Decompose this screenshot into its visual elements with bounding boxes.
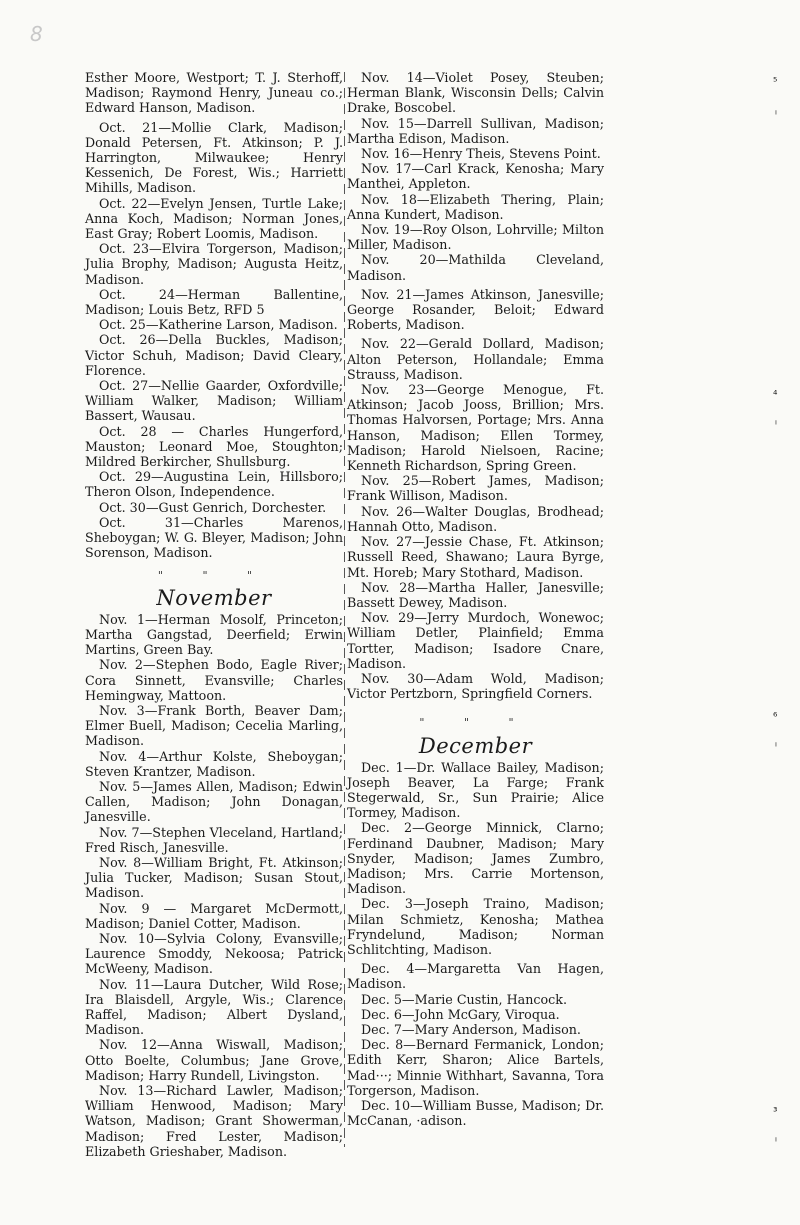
list-item: Nov. 14—Violet Posey, Steuben; Herman Blank, Wisconsin Dells; Calvin Drake, Boscobel. <box>347 70 604 116</box>
list-item: Dec. 8—Bernard Fermanick, London; Edith Kerr, Sharon; Alice Bartels, Mad···; Minnie Withhart, Savanna, Tora Torgerson, Madison. <box>347 1037 604 1098</box>
list-item: Nov. 15—Darrell Sullivan, Madison; Martha Edison, Madison. <box>347 115 604 146</box>
edge-mark: ³ <box>773 1105 778 1118</box>
list-item: Nov. 23—George Menogue, Ft. Atkinson; Jacob Jooss, Brillion; Mrs. Thomas Halvorsen, Portage; Mrs. Anna Hanson, Madison; Ellen Tormey, Madison; Harold Nielsoen, Racine; Kenneth Richardson, Spring Green. <box>347 382 604 474</box>
list-item: Oct. 21—Mollie Clark, Madison; Donald Petersen, Ft. Atkinson; P. J. Harrington, Milwaukee; Henry Kessenich, De Forest, Wis.; Harriett Mihills, Madison. <box>85 119 343 196</box>
list-item: Nov. 25—Robert James, Madison; Frank Willison, Madison. <box>347 473 604 504</box>
list-item: Oct. 28 — Charles Hungerford, Mauston; Leonard Moe, Stoughton; Mildred Berkircher, Shullsburg. <box>85 423 343 470</box>
list-item: Nov. 5—James Allen, Madison; Edwin Callen, Madison; John Donagan, Janesville. <box>85 778 343 825</box>
list-item: Nov. 3—Frank Borth, Beaver Dam; Elmer Buell, Madison; Cecelia Marling, Madison. <box>85 702 343 749</box>
list-item: Dec. 6—John McGary, Viroqua. <box>361 1006 560 1022</box>
list-item: Dec. 4—Margaretta Van Hagen, Madison. <box>347 961 604 992</box>
right-column <box>347 70 604 1128</box>
list-item: Dec. 7—Mary Anderson, Madison. <box>361 1021 581 1037</box>
column-divider <box>344 72 345 1147</box>
list-item: Oct. 31—Charles Marenos, Sheboygan; W. G. Bleyer, Madison; John Sorenson, Madison. <box>85 514 343 561</box>
list-item: Nov. 28—Martha Haller, Janesville; Bassett Dewey, Madison. <box>347 579 604 610</box>
list-item: Nov. 9 — Margaret McDermott, Madison; Daniel Cotter, Madison. <box>85 900 343 931</box>
list-item: Nov. 27—Jessie Chase, Ft. Atkinson; Russell Reed, Shawano; Laura Byrge, Mt. Horeb; Mary Stothard, Madison. <box>347 534 604 580</box>
edge-mark: ⁵ <box>773 75 778 88</box>
list-item: Oct. 30—Gust Genrich, Dorchester. <box>99 499 327 515</box>
list-item: Nov. 16—Henry Theis, Stevens Point. <box>361 146 601 162</box>
list-item: Oct. 29—Augustina Lein, Hillsboro; Theron Olson, Independence. <box>85 469 343 500</box>
list-item: Esther Moore, Westport; T. J. Sterhoff, Madison; Raymond Henry, Juneau co.; Edward Hanson, Madison. <box>85 70 343 116</box>
list-item: Nov. 19—Roy Olson, Lohrville; Milton Miller, Madison. <box>347 222 604 253</box>
list-item: Nov. 18—Elizabeth Thering, Plain; Anna Kundert, Madison. <box>347 191 604 222</box>
list-item: Oct. 23—Elvira Torgerson, Madison; Julia Brophy, Madison; Augusta Heitz, Madison. <box>85 241 343 287</box>
list-item: Nov. 10—Sylvia Colony, Evansville; Laurence Smoddy, Nekoosa; Patrick McWeeny, Madison. <box>85 930 343 977</box>
list-item: Oct. 22—Evelyn Jensen, Turtle Lake; Anna Koch, Madison; Norman Jones, East Gray; Robert Loomis, Madison. <box>85 195 343 242</box>
list-item: Nov. 4—Arthur Kolste, Sheboygan; Steven Krantzer, Madison. <box>85 748 343 779</box>
list-item: Dec. 1—Dr. Wallace Bailey, Madison; Joseph Beaver, La Farge; Frank Stegerwald, Sr., Sun Prairie; Alice Tormey, Madison. <box>347 759 604 821</box>
list-item: Nov. 29—Jerry Murdoch, Wonewoc; William Detler, Plainfield; Emma Tortter, Madison; Isadore Cnare, Madison. <box>347 610 604 671</box>
section-heading-december: December <box>418 733 533 758</box>
list-item: Nov. 13—Richard Lawler, Madison; William Henwood, Madison; Mary Watson, Madison; Grant Showerman, Madison; Fred Lester, Madison; Elizabeth Grieshaber, Madison. <box>85 1083 343 1159</box>
list-item: Nov. 20—Mathilda Cleveland, Madison. <box>347 252 604 283</box>
edge-mark: ⁱ <box>775 418 777 431</box>
list-item: Oct. 26—Della Buckles, Madison; Victor Schuh, Madison; David Cleary, Florence. <box>85 332 343 378</box>
page-number-mark: 8 <box>30 22 43 46</box>
list-item: Dec. 5—Marie Custin, Hancock. <box>361 991 567 1007</box>
list-item: Nov. 1—Herman Mosolf, Princeton; Martha Gangstad, Deerfield; Erwin Martins, Green Bay. <box>85 611 343 658</box>
list-item: Nov. 21—James Atkinson, Janesville; George Rosander, Beloit; Edward Roberts, Madison. <box>347 286 604 333</box>
section-ornament: " " " <box>157 568 271 582</box>
section-ornament: " " " <box>419 716 532 730</box>
left-column <box>85 70 343 1159</box>
list-item: Nov. 17—Carl Krack, Kenosha; Mary Manthei, Appleton. <box>347 161 604 192</box>
list-item: Oct. 25—Katherine Larson, Madison. <box>99 317 338 333</box>
list-item: Nov. 30—Adam Wold, Madison; Victor Pertzborn, Springfield Corners. <box>347 670 604 702</box>
edge-mark: ⁱ <box>775 108 777 121</box>
list-item: Nov. 2—Stephen Bodo, Eagle River; Cora Sinnett, Evansville; Charles Hemingway, Mattoon. <box>85 657 343 703</box>
edge-mark: ⁴ <box>773 388 778 401</box>
list-item: Dec. 3—Joseph Traino, Madison; Milan Schmietz, Kenosha; Mathea Fryndelund, Madison; Norman Schlitchting, Madison. <box>347 896 604 957</box>
edge-mark: ⁶ <box>773 710 778 723</box>
list-item: Dec. 2—George Minnick, Clarno; Ferdinand Daubner, Madison; Mary Snyder, Madison; James Zumbro, Madison; Mrs. Carrie Mortenson, Madison. <box>347 820 604 897</box>
list-item: Nov. 7—Stephen Vleceland, Hartland; Fred Risch, Janesville. <box>85 824 343 855</box>
edge-mark: ⁱ <box>775 740 777 753</box>
list-item: Nov. 22—Gerald Dollard, Madison; Alton Peterson, Hollandale; Emma Strauss, Madison. <box>347 336 604 382</box>
list-item: Nov. 26—Walter Douglas, Brodhead; Hannah Otto, Madison. <box>347 503 604 534</box>
list-item: Oct. 24—Herman Ballentine, Madison; Louis Betz, RFD 5 <box>85 286 343 318</box>
list-item: Nov. 12—Anna Wiswall, Madison; Otto Boelte, Columbus; Jane Grove, Madison; Harry Rundell, Livingston. <box>85 1037 343 1083</box>
list-item: Oct. 27—Nellie Gaarder, Oxfordville; William Walker, Madison; William Bassert, Wausau. <box>85 378 343 424</box>
edge-mark: ⁱ <box>775 1135 777 1148</box>
list-item: Nov. 11—Laura Dutcher, Wild Rose; Ira Blaisdell, Argyle, Wis.; Clarence Raffel, Madison; Albert Dysland, Madison. <box>85 976 343 1038</box>
list-item: Nov. 8—William Bright, Ft. Atkinson; Julia Tucker, Madison; Susan Stout, Madison. <box>85 854 343 901</box>
section-heading-november: November <box>156 585 272 610</box>
list-item: Dec. 10—William Busse, Madison; Dr. McCanan, ·adison. <box>347 1098 604 1129</box>
